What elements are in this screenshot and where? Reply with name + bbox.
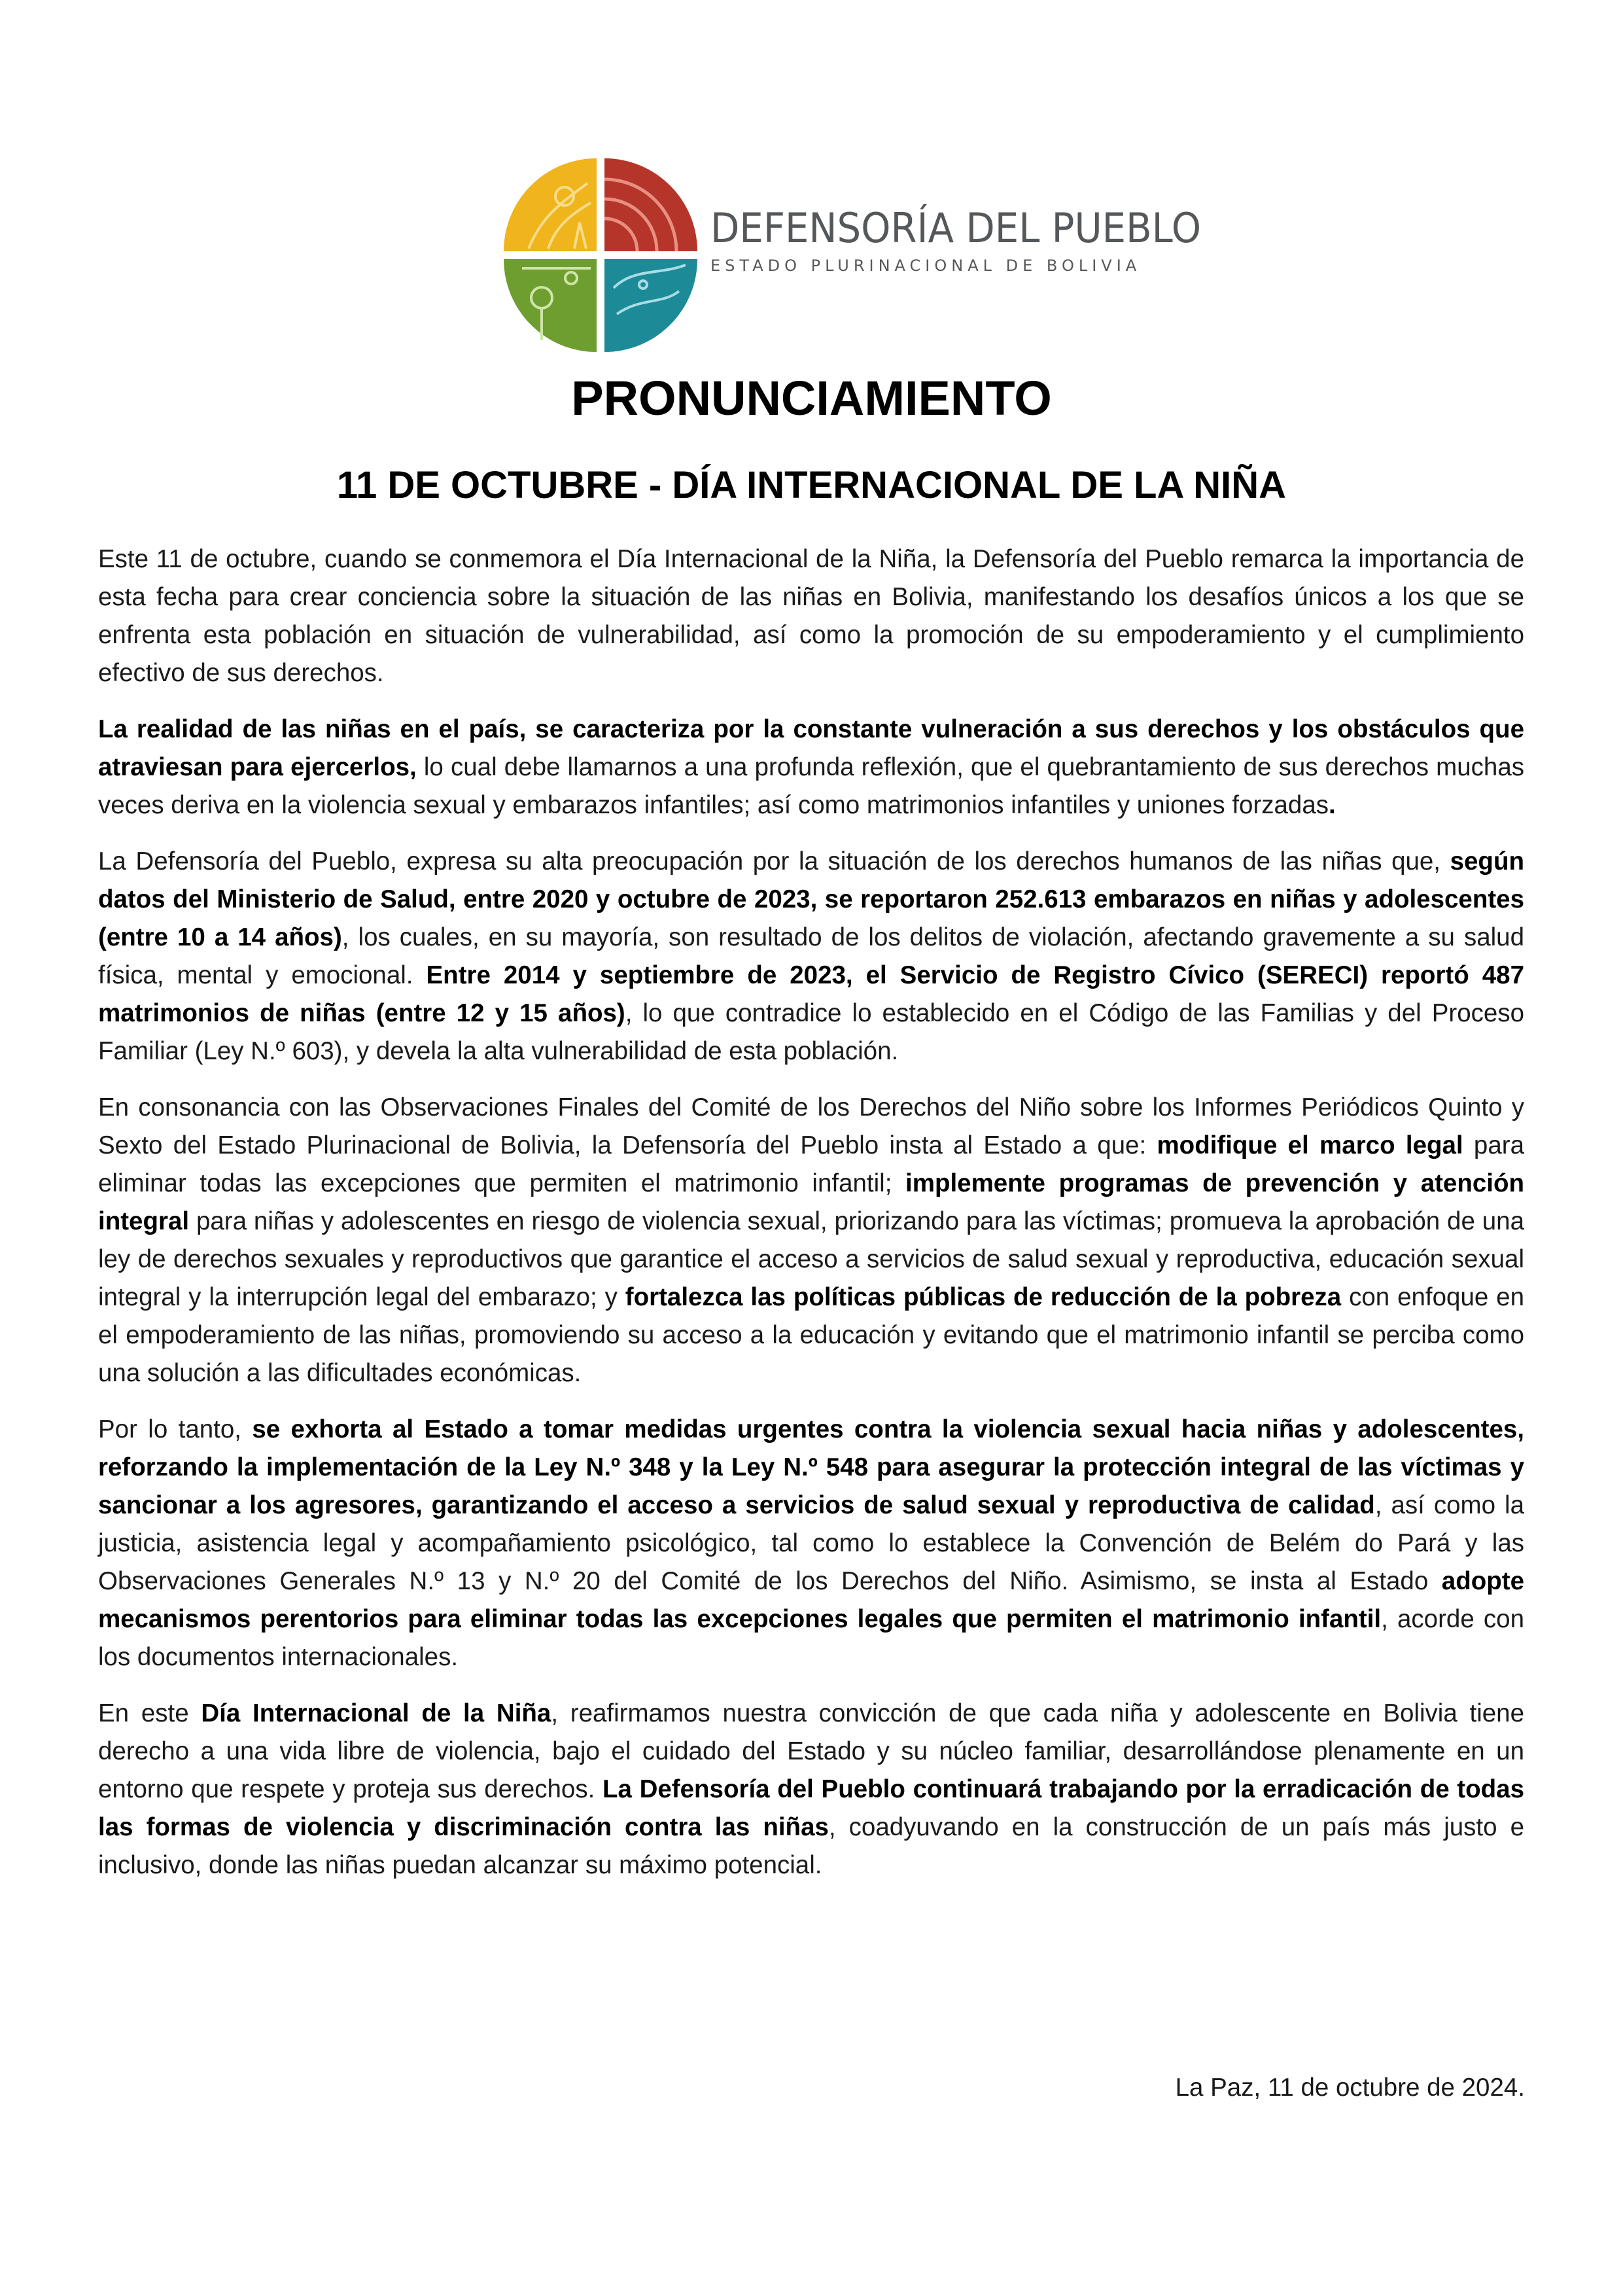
paragraph-text: , coadyuvando en la construcción de un país más justo e inclusivo, donde las niñas puedan alcanzar su máximo potencial.: [98, 1813, 1524, 1879]
emphasized-text: según datos del Ministerio de Salud, entre 2020 y octubre de 2023, se reportaron 252.613 embarazos en niñas y adolescentes (entre 10 a 14 años): [98, 847, 1524, 951]
emphasized-text: .: [1329, 791, 1336, 819]
body-paragraph: [98, 843, 1524, 1070]
emphasized-text: La realidad de las niñas en el país, se caracteriza por la constante vulneración a sus derechos y los obstáculos que atraviesan para ejercerlos,: [98, 715, 1524, 781]
paragraph-text: , así como la justicia, asistencia legal y acompañamiento psicológico, tal como lo establece la Convención de Belém do Pará y las Observaciones Generales N.º 13 y N.º 20 del Comité de los Derechos del Niño. Asimismo, se insta al Estado: [98, 1491, 1524, 1595]
document-subtitle: 11 DE OCTUBRE - DÍA INTERNACIONAL DE LA NIÑA: [336, 464, 1287, 506]
header-logo: [502, 157, 1202, 353]
paragraph-text: Por lo tanto,: [98, 1415, 253, 1443]
emphasized-text: La Defensoría del Pueblo continuará trabajando por la erradicación de todas las formas de violencia y discriminación contra las niñas: [98, 1775, 1524, 1841]
paragraph-text: Este 11 de octubre, cuando se conmemora el Día Internacional de la Niña, la Defensoría del Pueblo remarca la importancia de esta fecha para crear conciencia sobre la situación de las niñas en Bolivia, manifestando los desafíos únicos a los que se enfrenta esta población en situación de vulnerabilidad, así como la promoción de su empoderamiento y el cumplimiento efectivo de sus derechos.: [98, 545, 1524, 687]
paragraph-text: para niñas y adolescentes en riesgo de violencia sexual, priorizando para las víctimas; promueva la aprobación de una ley de derechos sexuales y reproductivos que garantice el acceso a servicios de salud sexual y reproductiva, educación sexual integral y la interrupción legal del embarazo; y: [98, 1207, 1524, 1311]
body-paragraph: [98, 1089, 1524, 1392]
paragraph-text: En consonancia con las Observaciones Finales del Comité de los Derechos del Niño sobre los Informes Periódicos Quinto y Sexto del Estado Plurinacional de Bolivia, la Defensoría del Pueblo insta al Estado a que:: [98, 1093, 1524, 1159]
body-paragraph: [98, 540, 1524, 692]
paragraph-text: La Defensoría del Pueblo, expresa su alta preocupación por la situación de los derechos humanos de las niñas que,: [98, 847, 1450, 875]
emphasized-text: implemente programas de prevención y atención integral: [98, 1169, 1524, 1235]
emphasized-text: modifique el marco legal: [1157, 1131, 1463, 1159]
paragraph-text: lo cual debe llamarnos a una profunda reflexión, que el quebrantamiento de sus derechos muchas veces deriva en la violencia sexual y embarazos infantiles; así como matrimonios infantiles y uniones forzadas: [98, 753, 1524, 819]
paragraph-text: , reafirmamos nuestra convicción de que cada niña y adolescente en Bolivia tiene derecho a una vida libre de violencia, bajo el cuidado del Estado y su núcleo familiar, desarrollándose plenamente en un entorno que respete y proteja sus derechos.: [98, 1699, 1524, 1803]
paragraph-text: En este: [98, 1699, 201, 1727]
emphasized-text: fortalezca las políticas públicas de reducción de la pobreza: [625, 1283, 1342, 1311]
logo-text-block: [710, 204, 1238, 275]
paragraph-text: , los cuales, en su mayoría, son resultado de los delitos de violación, afectando gravemente a su salud física, mental y emocional.: [98, 923, 1524, 989]
paragraph-text: con enfoque en el empoderamiento de las niñas, promoviendo su acceso a la educación y evitando que el matrimonio infantil se perciba como una solución a las dificultades económicas.: [98, 1283, 1525, 1387]
paragraph-text: , lo que contradice lo establecido en el Código de las Familias y del Proceso Familiar (Ley N.º 603), y devela la alta vulnerabilidad de esta población.: [98, 999, 1524, 1065]
document-body: [98, 540, 1524, 1903]
emphasized-text: adopte mecanismos perentorios para eliminar todas las excepciones legales que permiten el matrimonio infantil: [98, 1567, 1524, 1633]
paragraph-text: para eliminar todas las excepciones que permiten el matrimonio infantil;: [98, 1131, 1524, 1197]
defensoria-emblem-icon: [502, 157, 699, 353]
document-title: PRONUNCIAMIENTO: [571, 371, 1052, 425]
emphasized-text: Día Internacional de la Niña: [201, 1699, 551, 1727]
signoff-place-date: La Paz, 11 de octubre de 2024.: [1175, 2074, 1525, 2102]
body-paragraph: [98, 1411, 1524, 1676]
emphasized-text: se exhorta al Estado a tomar medidas urgentes contra la violencia sexual hacia niñas y adolescentes, reforzando la implementación de la Ley N.º 348 y la Ley N.º 548 para asegurar la protección integral de las víctimas y sancionar a los agresores, garantizando el acceso a servicios de salud sexual y reproductiva de calidad: [98, 1415, 1525, 1519]
paragraph-text: , acorde con los documentos internacionales.: [98, 1605, 1524, 1671]
org-name: DEFENSORÍA DEL PUEBLO: [710, 204, 1202, 252]
body-paragraph: [98, 711, 1524, 824]
org-subtitle: ESTADO PLURINACIONAL DE BOLIVIA: [710, 256, 1142, 275]
emphasized-text: Entre 2014 y septiembre de 2023, el Servicio de Registro Cívico (SERECI) reportó 487 matrimonios de niñas (entre 12 y 15 años): [98, 961, 1524, 1027]
body-paragraph: [98, 1695, 1524, 1884]
